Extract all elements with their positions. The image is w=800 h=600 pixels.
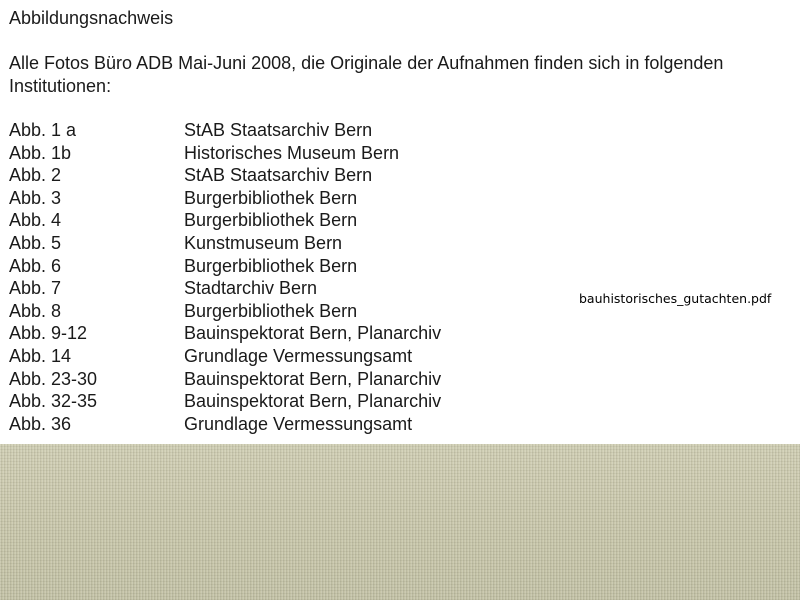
credit-row: [9, 300, 569, 323]
credit-row: [9, 232, 569, 255]
desktop-background: [0, 444, 800, 600]
credit-row: [9, 164, 569, 187]
credit-figure: Abb. 14: [9, 345, 72, 366]
credit-source: Grundlage Vermessungsamt: [184, 345, 413, 366]
credit-source: Kunstmuseum Bern: [184, 232, 343, 253]
credit-figure: Abb. 4: [9, 210, 62, 231]
credit-figure: Abb. 23-30: [9, 368, 98, 389]
credit-figure: Abb. 8: [9, 300, 62, 321]
credit-source: Bauinspektorat Bern, Planarchiv: [184, 323, 442, 344]
credit-figure: Abb. 5: [9, 232, 62, 253]
credit-figure: Abb. 9-12: [9, 323, 88, 344]
intro-paragraph: Alle Fotos Büro ADB Mai-Juni 2008, die Originale der Aufnahmen finden sich in folgenden Institutionen:: [9, 53, 724, 96]
credit-source: Burgerbibliothek Bern: [184, 187, 358, 208]
credit-figure: Abb. 3: [9, 187, 62, 208]
credit-source: Bauinspektorat Bern, Planarchiv: [184, 368, 442, 389]
credit-row: [9, 413, 569, 436]
document-title: Abbildungsnachweis: [9, 8, 174, 28]
credit-source: Burgerbibliothek Bern: [184, 255, 358, 276]
credit-source: StAB Staatsarchiv Bern: [184, 165, 373, 186]
credit-figure: Abb. 32-35: [9, 391, 98, 412]
credit-figure: Abb. 1b: [9, 142, 72, 163]
credit-row: [9, 390, 569, 413]
file-name-label[interactable]: bauhistorisches_gutachten.pdf: [579, 291, 772, 306]
credits-list: [9, 119, 569, 435]
credit-row: [9, 119, 569, 142]
credit-row: [9, 255, 569, 278]
credit-source: Burgerbibliothek Bern: [184, 210, 358, 231]
credit-source: Grundlage Vermessungsamt: [184, 413, 413, 434]
credit-figure: Abb. 1 a: [9, 120, 77, 140]
credit-row: [9, 142, 569, 165]
credit-row: [9, 209, 569, 232]
credit-row: [9, 277, 569, 300]
credit-source: Historisches Museum Bern: [184, 142, 400, 163]
credit-source: StAB Staatsarchiv Bern: [184, 120, 373, 140]
credit-source: Burgerbibliothek Bern: [184, 300, 358, 321]
credit-source: Stadtarchiv Bern: [184, 278, 318, 299]
credit-source: Bauinspektorat Bern, Planarchiv: [184, 391, 442, 412]
credit-figure: Abb. 2: [9, 165, 62, 186]
credit-row: [9, 322, 569, 345]
credit-figure: Abb. 6: [9, 255, 62, 276]
credit-figure: Abb. 36: [9, 413, 72, 434]
credit-row: [9, 187, 569, 210]
credit-row: [9, 368, 569, 391]
credit-figure: Abb. 7: [9, 278, 62, 299]
credit-row: [9, 345, 569, 368]
